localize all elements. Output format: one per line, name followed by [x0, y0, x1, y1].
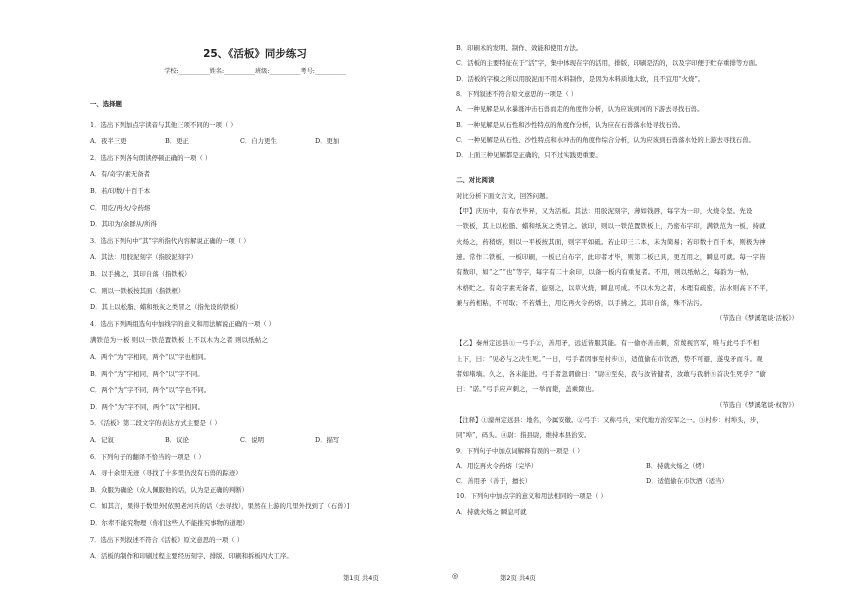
question-line: C．活板的主要特征在于“活”字，集中体现在字的活用，排版，印刷是活的，以及字印便于贮存重排等方面。 — [456, 59, 762, 68]
passage-line: 有数印，如“之”“也”等字，每字有二十余印，以备一板内有重复者。不用，则以纸帖之，每韵为一帖， — [456, 268, 754, 277]
passage-line: 【乙】秦州定远县①一弓手②，善用矛，远近皆服其能。有一偷亦善击刺，常蔑视官军，唯与此弓手不相 — [456, 339, 760, 348]
passage-line: 满铁范为一板 则以一铁范置铁板 上不以木为之者 则以纸帖之 — [90, 336, 269, 345]
section-heading: 二、对比阅读 — [456, 176, 495, 185]
answer-options — [90, 137, 390, 146]
question-line: 8．下列叙述不符合原文意思的一项是（ ） — [456, 89, 578, 98]
question-line: 【注释】①濠州定远县：地名，今属安徽。②弓手：又称弓兵，宋代地方治安军之一。③村步：村埠头，步， — [456, 415, 763, 424]
question-line: B．一种见解是从石性和沙性特点的角度作分析，认为应在石兽落水处寻找石兽。 — [456, 120, 685, 129]
question-line: 1．选出下列加点字读音与其他三项不同的一项（ ） — [90, 120, 237, 129]
question-line: C．两个“为”字不同，两个“以”字也不同。 — [90, 386, 211, 395]
passage-line: 速。常作二铁板，一板印刷，一板已自布字，此印者才毕，则第二板已具，更互用之，瞬息可就。每一字皆 — [456, 252, 766, 261]
footer-page-right: 第2页 共4页 — [500, 574, 536, 582]
question-line: C．如其言，果得于数里外[依照老河兵的话（去寻找），果然在上游的几里外找到了（石兽）] — [90, 502, 350, 511]
question-line: A．有/奇字/素无备者 — [90, 170, 151, 179]
question-line: B．众服为确论（众人佩服他的话，认为是正确的判断） — [90, 485, 249, 494]
question-line: 7．选出下列叙述不符合《活板》原文意思的一项（ ） — [90, 535, 244, 544]
question-line: D．其上以松脂、蜡和纸灰之类冒之（指先设的铁板） — [90, 303, 243, 312]
question-line: B．若/印数/十百千本 — [90, 187, 151, 195]
option: D．更加 — [315, 137, 340, 146]
question-line: A．活板的制作和印刷过程主要经历刻字、排版、印刷和拆板四大工序。 — [90, 552, 293, 561]
option: A．夜半三更 — [90, 137, 127, 146]
question-line: A．其法：用胶泥刻字（指胶泥刻字） — [90, 253, 197, 262]
option: B．更正 — [165, 137, 189, 146]
passage-line: 火炀之，药稍熔，则以一平板按其面，则字平如砥。若止印三二本，未为简易；若印数十百千本，则极为神 — [456, 237, 766, 246]
option: C．自力更生 — [240, 137, 277, 146]
passage-line: 兼与药相粘，不可取；不若燔土，用讫再火令药熔，以手拂之，其印自落，殊不沾污。 — [456, 298, 707, 307]
question-line: D．两个“为”字不同，两个“以”字相同。 — [90, 402, 205, 411]
passage-line: 者如堵墙。久之，各未能进。弓手者忽谓偷曰：“尉④至矣，我与汝皆健者，汝敢与我骈⑤首决生死乎？”偷 — [456, 370, 767, 378]
question-line: B．以手拂之，其印自落（指铁板） — [90, 270, 191, 278]
question-line: A．一种见解是从水暴涨冲击石兽而走的角度作分析，认为应该到河的下游去寻找石兽。 — [456, 105, 704, 114]
question-line: C．用讫/再火/令药熔 — [90, 203, 151, 212]
student-info-line: 学校:__________姓名:__________班级:__________考号:__________ — [164, 68, 346, 75]
question-line: 4．选出下列两组选句中加线字的意义和用法解说正确的一项（ ） — [90, 319, 276, 328]
question-line: 2．选出下列各句朗读停顿正确的一项（ ） — [90, 153, 212, 162]
page-title: 25、《活板》同步练习 — [203, 48, 307, 60]
option: D．适值偷在市饮酒（适当） — [646, 477, 728, 486]
question-line: C．一种见解是从石性、沙性特点和水冲击的角度作综合分析，认为应该到石兽落水处的上游去寻找石兽。 — [456, 135, 755, 144]
question-line: 10．下列句中加点字的意义和用法相同的一项是（ ） — [456, 492, 607, 501]
question-line: D．上面三种见解都是正确的，只不过实践更重要。 — [456, 151, 602, 160]
option: A．记叙 — [90, 436, 114, 444]
question-line: C．则以一铁板按其面（指铁框） — [90, 286, 185, 295]
question-line: 6．下列句子的翻译不恰当的一项是（ ） — [90, 452, 205, 461]
question-line: B．印刷术的发明、制作、效能和使用方法。 — [456, 44, 583, 52]
option: C．说明 — [240, 436, 265, 444]
option: A．用讫再火令药熔（完毕） — [456, 461, 538, 470]
question-line: 9．下列句子中加点词解释有误的一项是（ ） — [456, 446, 584, 455]
question-line: 5．《活板》第二段文字的表达方式主要是（ ） — [90, 419, 221, 428]
option: B．持就火炀之（烤） — [646, 461, 709, 470]
footer-page-left: 第1页 共4页 — [343, 574, 379, 582]
option: B．议论 — [165, 436, 189, 444]
option: A．持就火炀之 瞬息可就 — [456, 507, 527, 516]
binding-mark-icon: ◎ — [452, 572, 459, 580]
question-line: 3．选出下列句中“其”字所指代内容解说正确的一项（ ） — [90, 236, 250, 245]
passage-line: 【甲】庆历中，有布衣毕昇，又为活板。其法：用胶泥刻字，薄如钱唇，每字为一印，火烧令坚。先设 — [456, 207, 753, 215]
answer-options — [456, 462, 836, 471]
passage-line: 曰：“诺。”弓手应声刺之，一举而毙，盖乘隙也。 — [456, 385, 599, 394]
question-line: 同“埠”，码头。④尉：指县尉，维持本县治安。 — [456, 431, 591, 440]
answer-options — [456, 477, 836, 486]
question-line: A．寻十余里无迹（寻找了十多里仍没有石兽的踪迹） — [90, 469, 242, 478]
question-line: D．尔辈不能究物理（你们这些人不能推究事物的道理） — [90, 519, 249, 527]
question-line: B．两个“为”字相同，两个“以”字不同。 — [90, 369, 204, 378]
option — [646, 508, 836, 517]
passage-line: 上下，曰：“见必与之决生死。”一日，弓手者因事至村步③，适值偷在市饮酒，势不可避，遂曳矛而斗。观 — [456, 354, 763, 363]
answer-options — [90, 436, 390, 445]
source-citation: （节选自《梦溪笔谈·权智》） — [716, 400, 798, 409]
question-line: D．活板的字模之所以用胶泥而不用木料制作，是因为木料质地太软，且不宜用“火烧”。 — [456, 74, 705, 83]
answer-options — [456, 508, 836, 517]
section-heading: 一、选择题 — [90, 100, 122, 108]
source-citation: （节选自《梦溪笔谈·活板》） — [716, 314, 798, 323]
question-line: D．其印为/余群从/所得 — [90, 220, 157, 229]
question-line: A．两个“为”字相同，两个“以”字也相同。 — [90, 353, 210, 361]
passage-line: 木格贮之。有奇字素无备者，旋刻之，以草火烧，瞬息可成。不以木为之者，木理有疏密，沾水则高下不平， — [456, 283, 773, 292]
passage-line: 一铁板，其上以松脂、蜡和纸灰之类冒之。欲印，则以一铁范置铁板上，乃密布字印，满铁范为一板，持就 — [456, 222, 766, 231]
question-line: 对比分析下面文言文，回答问题。 — [456, 191, 552, 200]
option: C．善用矛（善于，擅长） — [456, 477, 532, 486]
option: D．描写 — [315, 436, 340, 444]
